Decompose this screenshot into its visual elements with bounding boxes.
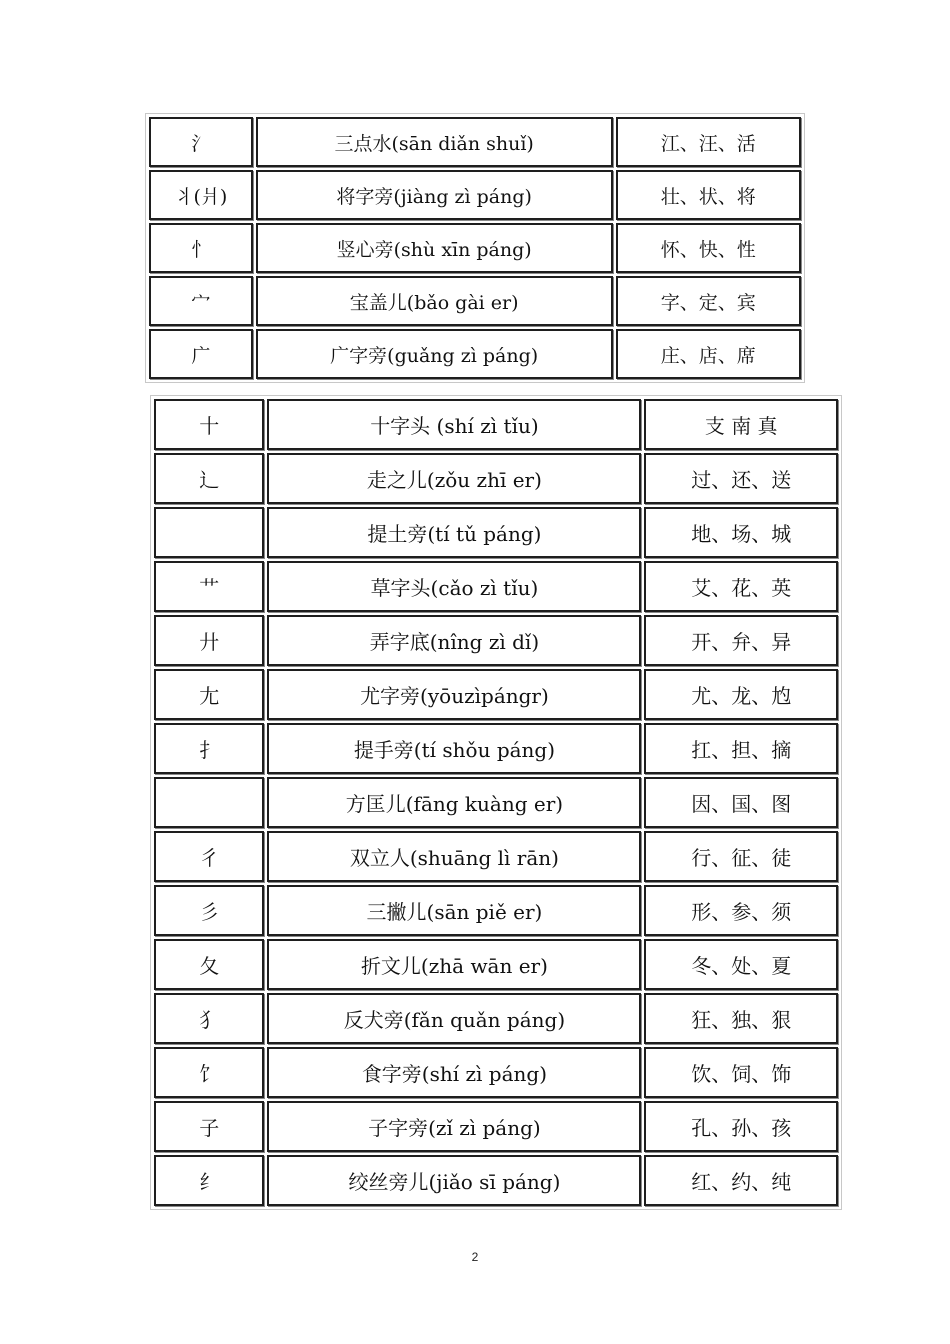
radical-name-cell: 广字旁(guǎng zì páng) <box>256 329 613 379</box>
example-chars-cell: 艾、花、英 <box>644 561 838 612</box>
radical-cell: 彡 <box>154 885 264 936</box>
radical-cell: 夂 <box>154 939 264 990</box>
table-row <box>154 1101 838 1152</box>
radical-name-cell: 将字旁(jiàng zì páng) <box>256 170 613 220</box>
radical-cell <box>154 507 264 558</box>
radical-name-cell: 折文儿(zhā wān er) <box>267 939 641 990</box>
example-chars-cell: 红、约、纯 <box>644 1155 838 1206</box>
radical-cell: 忄 <box>149 223 253 273</box>
radical-cell: 纟 <box>154 1155 264 1206</box>
table-row <box>154 993 838 1044</box>
radical-name-cell: 竖心旁(shù xīn páng) <box>256 223 613 273</box>
radical-name-cell: 子字旁(zǐ zì páng) <box>267 1101 641 1152</box>
radical-name-cell: 双立人(shuāng lì rān) <box>267 831 641 882</box>
radical-name-cell: 走之儿(zǒu zhī er) <box>267 453 641 504</box>
example-chars-cell: 壮、状、将 <box>616 170 801 220</box>
radical-name-cell: 提土旁(tí tǔ páng) <box>267 507 641 558</box>
radical-cell: 丬(爿) <box>149 170 253 220</box>
radical-cell: 十 <box>154 399 264 450</box>
example-chars-cell: 行、征、徒 <box>644 831 838 882</box>
table-row <box>154 507 838 558</box>
radical-name-cell: 草字头(cǎo zì tǐu) <box>267 561 641 612</box>
example-chars-cell: 因、国、图 <box>644 777 838 828</box>
radical-cell: 艹 <box>154 561 264 612</box>
example-chars-cell: 饮、饲、饰 <box>644 1047 838 1098</box>
table-row <box>154 1155 838 1206</box>
example-chars-cell: 形、参、须 <box>644 885 838 936</box>
radical-name-cell: 绞丝旁儿(jiǎo sī páng) <box>267 1155 641 1206</box>
example-chars-cell: 地、场、城 <box>644 507 838 558</box>
radical-name-cell: 尤字旁(yōuzìpángr) <box>267 669 641 720</box>
radical-name-cell: 反犬旁(fǎn quǎn páng) <box>267 993 641 1044</box>
radical-cell: 饣 <box>154 1047 264 1098</box>
example-chars-cell: 江、汪、活 <box>616 117 801 167</box>
table-row <box>154 1047 838 1098</box>
table-row <box>154 885 838 936</box>
example-chars-cell: 字、定、宾 <box>616 276 801 326</box>
table-row <box>154 561 838 612</box>
table-row <box>154 453 838 504</box>
radical-cell: 扌 <box>154 723 264 774</box>
radicals-table-top <box>145 113 805 383</box>
example-chars-cell: 孔、孙、孩 <box>644 1101 838 1152</box>
radical-cell: 犭 <box>154 993 264 1044</box>
table-row <box>149 223 801 273</box>
table-row <box>149 170 801 220</box>
example-chars-cell: 尤、龙、尥 <box>644 669 838 720</box>
radical-cell <box>154 777 264 828</box>
table-row <box>154 939 838 990</box>
table-row <box>149 276 801 326</box>
table-row <box>154 669 838 720</box>
table-row <box>154 777 838 828</box>
radical-name-cell: 提手旁(tí shǒu páng) <box>267 723 641 774</box>
radical-cell: 辶 <box>154 453 264 504</box>
radical-name-cell: 三点水(sān diǎn shuǐ) <box>256 117 613 167</box>
page-number: 2 <box>471 1250 479 1264</box>
table-row <box>154 399 838 450</box>
radical-name-cell: 方匡儿(fāng kuàng er) <box>267 777 641 828</box>
example-chars-cell: 开、弁、异 <box>644 615 838 666</box>
radical-cell: 子 <box>154 1101 264 1152</box>
radical-name-cell: 十字头 (shí zì tǐu) <box>267 399 641 450</box>
radical-cell: 廾 <box>154 615 264 666</box>
table-row <box>149 329 801 379</box>
table-row <box>154 615 838 666</box>
radical-name-cell: 弄字底(nîng zì dǐ) <box>267 615 641 666</box>
radical-name-cell: 三撇儿(sān piě er) <box>267 885 641 936</box>
radical-cell: 氵 <box>149 117 253 167</box>
table-row <box>154 723 838 774</box>
radical-cell: 宀 <box>149 276 253 326</box>
example-chars-cell: 怀、快、性 <box>616 223 801 273</box>
example-chars-cell: 狂、独、狠 <box>644 993 838 1044</box>
table-row <box>154 831 838 882</box>
radical-cell: 彳 <box>154 831 264 882</box>
radical-name-cell: 食字旁(shí zì páng) <box>267 1047 641 1098</box>
example-chars-cell: 庄、店、席 <box>616 329 801 379</box>
radical-name-cell: 宝盖儿(bǎo gài er) <box>256 276 613 326</box>
example-chars-cell: 冬、处、夏 <box>644 939 838 990</box>
example-chars-cell: 过、还、送 <box>644 453 838 504</box>
table-row <box>149 117 801 167</box>
example-chars-cell: 扛、担、摘 <box>644 723 838 774</box>
example-chars-cell: 支 南 真 <box>644 399 838 450</box>
radical-cell: 尢 <box>154 669 264 720</box>
radicals-table-main <box>150 395 842 1210</box>
radical-cell: 广 <box>149 329 253 379</box>
